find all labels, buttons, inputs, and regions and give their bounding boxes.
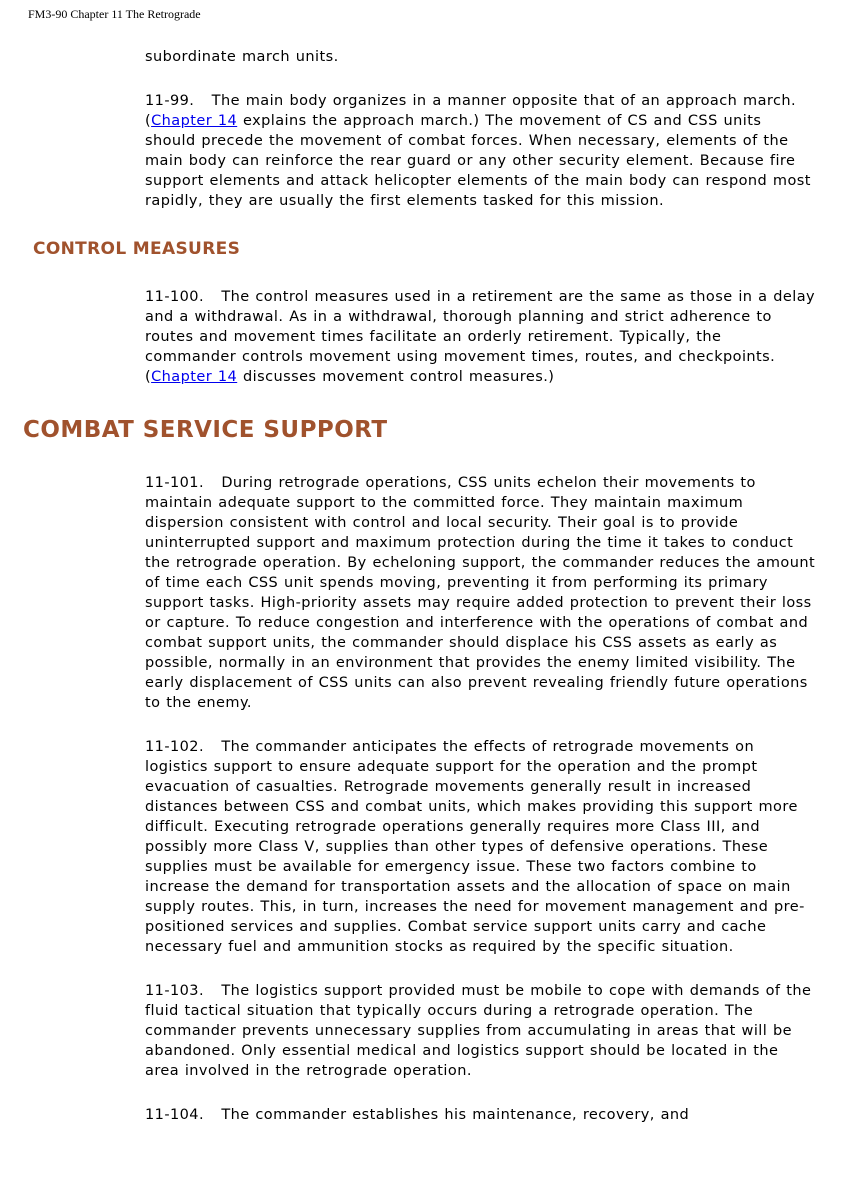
paragraph-text: 11-99. The main body organizes in a manner opposite that of an approach march. (: [145, 93, 802, 129]
chapter-14-link[interactable]: Chapter 14: [151, 369, 238, 385]
chapter-14-link[interactable]: Chapter 14: [151, 113, 238, 129]
paragraph-11-102: 11-102. The commander anticipates the effects of retrograde movements on logistics support to ensure adequate support for the operation and the prompt evacuation of casualties. Retrograde movements generally result in increased distances between CSS and combat units, which makes providing this support more difficult. Executing retrograde operations generally requires more Class III, and possibly more Class V, supplies than other types of defensive operations. These supplies must be available for emergency issue. These two factors combine to increase the demand for transportation assets and the allocation of space on main supply routes. This, in turn, increases the need for movement management and pre-positioned services and supplies. Combat service support units carry and cache necessary fuel and ammunition stocks as required by the specific situation.: [145, 739, 805, 955]
paragraph-11-99: [145, 91, 816, 211]
document-content: [0, 22, 846, 1125]
paragraph-11-103: 11-103. The logistics support provided must be mobile to cope with demands of the fluid tactical situation that typically occurs during a retrograde operation. The commander prevents unnecessary supplies from accumulating in areas that will be abandoned. Only essential medical and logistics support should be located in the area involved in the retrograde operation.: [145, 983, 818, 1079]
page-header: FM3-90 Chapter 11 The Retrograde: [28, 7, 201, 21]
paragraph-text: discusses movement control measures.): [237, 369, 555, 385]
paragraph-11-104: 11-104. The commander establishes his maintenance, recovery, and: [145, 1107, 690, 1123]
section-heading-combat-service-support: COMBAT SERVICE SUPPORT: [23, 417, 388, 443]
paragraph-text: explains the approach march.) The movement of CS and CSS units should precede the movement of combat forces. When necessary, elements of the main body can reinforce the rear guard or any other security element. Because fire support elements and attack helicopter elements of the main body can respond most rapidly, they are usually the first elements tasked for this mission.: [145, 113, 817, 209]
paragraph-11-101: 11-101. During retrograde operations, CSS units echelon their movements to maintain adequate support to the committed force. They maintain maximum dispersion consistent with control and local security. Their goal is to provide uninterrupted support and maximum protection during the time it takes to conduct the retrograde operation. By echeloning support, the commander reduces the amount of time each CSS unit spends moving, preventing it from performing its primary support tasks. High-priority assets may require added protection to prevent their loss or capture. To reduce congestion and interference with the operations of combat and combat support units, the commander should displace his CSS assets as early as possible, normally in an environment that provides the enemy limited visibility. The early displacement of CSS units can also prevent revealing friendly future operations to the enemy.: [145, 475, 821, 711]
paragraph-11-100: [145, 287, 821, 387]
section-heading-control-measures: CONTROL MEASURES: [33, 239, 241, 259]
paragraph-fragment: subordinate march units.: [145, 49, 339, 65]
paragraph-text: 11-100. The control measures used in a retirement are the same as those in a delay and a withdrawal. As in a withdrawal, thorough planning and strict adherence to routes and movement times facilitate an orderly retirement. Typically, the commander controls movement using movement times, routes, and checkpoints. (: [145, 289, 821, 385]
